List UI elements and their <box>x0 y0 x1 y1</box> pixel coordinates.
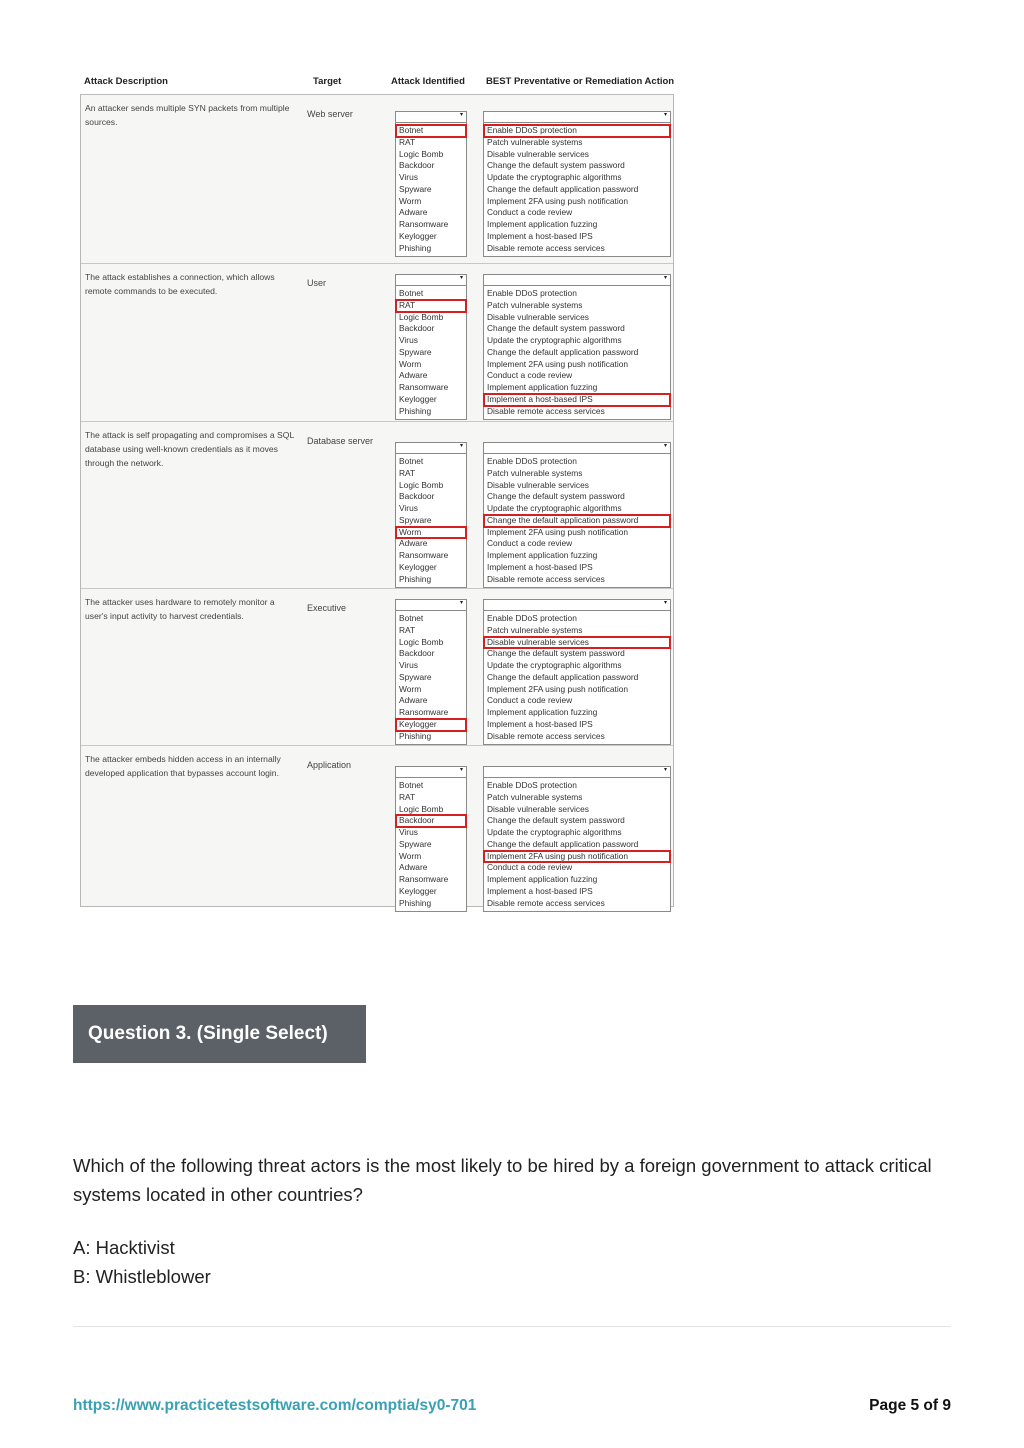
remediation-action-listbox[interactable] <box>483 442 671 588</box>
list-option[interactable]: Implement 2FA using push notification <box>487 195 629 206</box>
list-option[interactable]: Worm <box>399 358 422 369</box>
list-option[interactable]: Virus <box>399 827 418 837</box>
list-option[interactable]: Spyware <box>399 514 432 525</box>
list-option[interactable]: Ransomware <box>399 707 449 717</box>
dropdown-header[interactable] <box>396 275 466 286</box>
list-option[interactable]: Patch vulnerable systems <box>487 136 583 147</box>
target-label: User <box>307 278 327 288</box>
answer-option-a[interactable]: A: Hacktivist <box>73 1237 175 1258</box>
dropdown-header[interactable] <box>396 767 466 778</box>
header-best-action: BEST Preventative or Remediation Action <box>486 76 675 87</box>
chevron-down-icon[interactable]: ▾ <box>459 275 463 281</box>
list-option[interactable]: Ransomware <box>399 874 449 884</box>
list-option[interactable]: Virus <box>399 172 418 182</box>
list-option[interactable]: Conduct a code review <box>487 538 573 549</box>
list-option[interactable]: Logic Bomb <box>399 803 444 814</box>
question-banner <box>73 1005 366 1063</box>
list-option[interactable]: Spyware <box>399 346 432 357</box>
list-option[interactable]: Enable DDoS protection <box>487 613 577 623</box>
list-option[interactable]: Backdoor <box>399 323 435 334</box>
remediation-action-listbox[interactable] <box>483 766 671 912</box>
list-option[interactable]: Implement 2FA using push notification <box>487 683 629 694</box>
list-option[interactable]: Change the default application password <box>487 838 639 849</box>
list-option[interactable]: Phishing <box>399 242 432 253</box>
list-option[interactable]: RAT <box>399 136 416 147</box>
target-label: Executive <box>307 603 347 613</box>
list-option[interactable]: Worm <box>399 683 422 694</box>
list-option[interactable]: Implement 2FA using push notification <box>484 851 670 863</box>
list-option[interactable]: Logic Bomb <box>399 479 444 490</box>
list-option[interactable]: Ransomware <box>399 219 449 229</box>
chevron-down-icon[interactable]: ▾ <box>459 600 463 606</box>
question-banner-label: Question 3. (Single Select) <box>88 1023 328 1044</box>
list-option[interactable]: Implement 2FA using push notification <box>487 358 629 369</box>
list-option[interactable]: Adware <box>399 207 428 218</box>
list-option[interactable]: Disable vulnerable services <box>487 803 589 814</box>
attack-description: The attacker uses hardware to remotely monitor a user's input activity to harvest credentials. <box>85 597 275 621</box>
list-option[interactable]: Virus <box>399 503 418 513</box>
list-option[interactable]: Enable DDoS protection <box>487 456 577 466</box>
list-option[interactable]: Implement a host-based IPS <box>484 394 670 406</box>
list-option[interactable]: Update the cryptographic algorithms <box>487 503 622 513</box>
list-option[interactable]: Keylogger <box>396 719 466 731</box>
list-option[interactable]: Disable remote access services <box>487 730 605 741</box>
list-option[interactable]: Change the default system password <box>487 160 625 171</box>
chevron-down-icon[interactable]: ▾ <box>663 443 667 449</box>
divider <box>73 1326 951 1327</box>
list-option[interactable]: Update the cryptographic algorithms <box>487 335 622 345</box>
list-option[interactable]: Implement a host-based IPS <box>487 561 593 572</box>
list-option[interactable]: Logic Bomb <box>399 636 444 647</box>
table-row <box>81 95 673 263</box>
chevron-down-icon[interactable]: ▾ <box>459 112 463 118</box>
list-option[interactable]: Logic Bomb <box>399 311 444 322</box>
list-option[interactable]: Botnet <box>399 456 424 466</box>
list-option[interactable]: Implement application fuzzing <box>487 550 598 560</box>
list-option[interactable]: RAT <box>399 791 416 802</box>
list-option[interactable]: Adware <box>399 862 428 873</box>
dropdown-header[interactable] <box>484 600 670 611</box>
chevron-down-icon[interactable]: ▾ <box>663 600 667 606</box>
list-option[interactable]: Conduct a code review <box>487 862 573 873</box>
list-option[interactable]: Disable vulnerable services <box>484 637 670 649</box>
list-option[interactable]: Phishing <box>399 730 432 741</box>
list-option[interactable]: Implement a host-based IPS <box>487 718 593 729</box>
list-option[interactable]: Backdoor <box>399 160 435 171</box>
list-option[interactable]: Keylogger <box>399 561 437 572</box>
table-row <box>81 745 673 906</box>
dropdown-header[interactable] <box>484 275 670 286</box>
list-option[interactable]: Implement application fuzzing <box>487 707 598 717</box>
list-option[interactable]: Patch vulnerable systems <box>487 624 583 635</box>
list-option[interactable]: Phishing <box>399 897 432 908</box>
list-option[interactable]: Enable DDoS protection <box>487 288 577 298</box>
table-header <box>80 72 680 94</box>
list-option[interactable]: Worm <box>396 527 466 539</box>
list-option[interactable]: Implement a host-based IPS <box>487 885 593 896</box>
remediation-action-listbox[interactable] <box>483 599 671 745</box>
dropdown-header[interactable] <box>484 767 670 778</box>
list-option[interactable]: Conduct a code review <box>487 695 573 706</box>
table-row <box>81 421 673 588</box>
list-option[interactable]: Virus <box>399 335 418 345</box>
list-option[interactable]: Disable vulnerable services <box>487 311 589 322</box>
attack-description: The attacker embeds hidden access in an internally developed application that bypasses account login. <box>85 754 281 778</box>
list-option[interactable]: Keylogger <box>399 393 437 404</box>
attack-description: An attacker sends multiple SYN packets from multiple sources. <box>85 103 290 127</box>
list-option[interactable]: Botnet <box>399 613 424 623</box>
list-option[interactable]: Spyware <box>399 183 432 194</box>
question-text: Which of the following threat actors is the most likely to be hired by a foreign government to attack critical systems located in other countries? <box>73 1155 932 1205</box>
list-option[interactable]: Adware <box>399 538 428 549</box>
attack-table-figure <box>80 72 680 907</box>
table-row <box>81 588 673 745</box>
dropdown-header[interactable] <box>396 112 466 123</box>
list-option[interactable]: Conduct a code review <box>487 370 573 381</box>
list-option[interactable]: Ransomware <box>399 382 449 392</box>
list-option[interactable]: Update the cryptographic algorithms <box>487 172 622 182</box>
dropdown-header[interactable] <box>484 443 670 454</box>
list-option[interactable]: Change the default system password <box>487 491 625 502</box>
list-option[interactable]: Change the default application password <box>487 346 639 357</box>
list-option[interactable]: Adware <box>399 695 428 706</box>
dropdown-header[interactable] <box>396 600 466 611</box>
list-option[interactable]: Enable DDoS protection <box>487 780 577 790</box>
list-option[interactable]: Botnet <box>396 125 466 137</box>
list-option[interactable]: Keylogger <box>399 230 437 241</box>
dropdown-header[interactable] <box>484 112 670 123</box>
list-option[interactable]: Implement 2FA using push notification <box>487 526 629 537</box>
attack-description: The attack establishes a connection, which allows remote commands to be executed. <box>85 272 275 296</box>
header-target: Target <box>313 76 342 87</box>
list-option[interactable]: Patch vulnerable systems <box>487 791 583 802</box>
table-body <box>80 94 674 907</box>
list-option[interactable]: Disable vulnerable services <box>487 479 589 490</box>
chevron-down-icon[interactable]: ▾ <box>459 767 463 773</box>
list-option[interactable]: Botnet <box>399 288 424 298</box>
list-option[interactable]: Backdoor <box>399 648 435 659</box>
page-number: Page 5 of 9 <box>869 1397 951 1414</box>
list-option[interactable]: Backdoor <box>396 815 466 827</box>
target-label: Web server <box>307 109 353 119</box>
dropdown-header[interactable] <box>396 443 466 454</box>
list-option[interactable]: Change the default system password <box>487 323 625 334</box>
list-option[interactable]: Spyware <box>399 671 432 682</box>
list-option[interactable]: Change the default application password <box>487 183 639 194</box>
list-option[interactable]: Change the default application password <box>487 671 639 682</box>
list-option[interactable]: Spyware <box>399 838 432 849</box>
list-option[interactable]: Botnet <box>399 780 424 790</box>
list-option[interactable]: Update the cryptographic algorithms <box>487 827 622 837</box>
list-option[interactable]: Disable remote access services <box>487 242 605 253</box>
remediation-action-listbox[interactable] <box>483 111 671 257</box>
remediation-action-listbox[interactable] <box>483 274 671 420</box>
list-option[interactable]: Ransomware <box>399 550 449 560</box>
chevron-down-icon[interactable]: ▾ <box>663 275 667 281</box>
list-option[interactable]: Disable remote access services <box>487 897 605 908</box>
target-label: Database server <box>307 436 374 446</box>
chevron-down-icon[interactable]: ▾ <box>663 112 667 118</box>
list-option[interactable]: Implement application fuzzing <box>487 874 598 884</box>
chevron-down-icon[interactable]: ▾ <box>459 443 463 449</box>
answer-option-b[interactable]: B: Whistleblower <box>73 1266 211 1287</box>
list-option[interactable]: Disable vulnerable services <box>487 148 589 159</box>
footer-link[interactable]: https://www.practicetestsoftware.com/comptia/sy0-701 <box>73 1397 477 1414</box>
attack-identified-listbox[interactable] <box>395 111 467 257</box>
list-option[interactable]: Phishing <box>399 405 432 416</box>
list-option[interactable]: Implement application fuzzing <box>487 219 598 229</box>
attack-identified-listbox[interactable] <box>395 766 467 912</box>
attack-description: The attack is self propagating and compromises a SQL database using well-known credentials as it moves through the network. <box>85 430 294 468</box>
list-option[interactable]: RAT <box>396 300 466 312</box>
answer-list <box>73 1233 211 1291</box>
attack-identified-listbox[interactable] <box>395 442 467 588</box>
list-option[interactable]: Implement a host-based IPS <box>487 230 593 241</box>
list-option[interactable]: RAT <box>399 624 416 635</box>
list-option[interactable]: Phishing <box>399 573 432 584</box>
attack-identified-listbox[interactable] <box>395 599 467 745</box>
target-label: Application <box>307 760 352 770</box>
list-option[interactable]: Change the default system password <box>487 815 625 826</box>
list-option[interactable]: Backdoor <box>399 491 435 502</box>
list-option[interactable]: Disable remote access services <box>487 573 605 584</box>
table-row <box>81 263 673 421</box>
header-attack-identified: Attack Identified <box>391 76 465 87</box>
chevron-down-icon[interactable]: ▾ <box>663 767 667 773</box>
list-option[interactable]: Patch vulnerable systems <box>487 299 583 310</box>
list-option[interactable]: Patch vulnerable systems <box>487 467 583 478</box>
list-option[interactable]: Update the cryptographic algorithms <box>487 660 622 670</box>
list-option[interactable]: Enable DDoS protection <box>484 125 670 137</box>
list-option[interactable]: Change the default system password <box>487 648 625 659</box>
list-option[interactable]: Logic Bomb <box>399 148 444 159</box>
list-option[interactable]: Adware <box>399 370 428 381</box>
list-option[interactable]: Keylogger <box>399 885 437 896</box>
list-option[interactable]: Change the default application password <box>484 515 670 527</box>
list-option[interactable]: Worm <box>399 195 422 206</box>
list-option[interactable]: Conduct a code review <box>487 207 573 218</box>
list-option[interactable]: Implement application fuzzing <box>487 382 598 392</box>
list-option[interactable]: Disable remote access services <box>487 405 605 416</box>
list-option[interactable]: RAT <box>399 467 416 478</box>
list-option[interactable]: Virus <box>399 660 418 670</box>
list-option[interactable]: Worm <box>399 850 422 861</box>
header-attack-description: Attack Description <box>84 76 168 87</box>
attack-identified-listbox[interactable] <box>395 274 467 420</box>
